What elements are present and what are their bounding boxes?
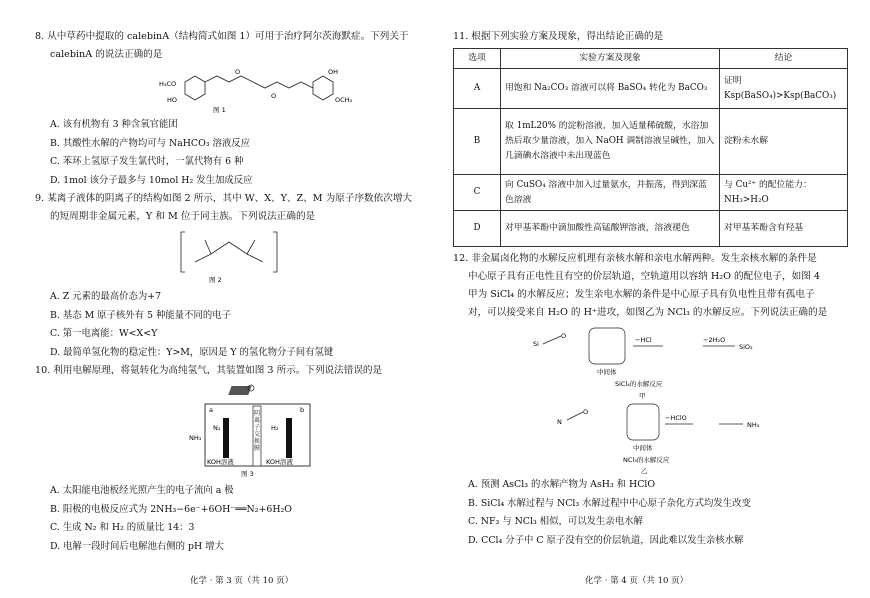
q10-stem: 10. 利用电解原理，将氨转化为高纯氢气，其装置如图 3 所示。下列说法错误的是 <box>35 365 383 376</box>
row-conclusion: 证明 Ksp(BaSO₄)>Ksp(BaCO₃) <box>720 69 848 109</box>
q10-option-d: D. 电解一段时间后电解池右侧的 pH 增大 <box>50 540 224 552</box>
figure-2-caption: 图 2 <box>209 276 222 284</box>
row-conclusion: 对甲基苯酚含有羟基 <box>720 211 848 247</box>
label-koh-left: KOH溶液 <box>207 458 234 466</box>
q10-option-a: A. 太阳能电池板经光照产生的电子流向 a 极 <box>50 485 234 496</box>
figure-2 <box>35 228 425 286</box>
table-row <box>454 109 848 175</box>
q12-line1: 12. 非金属卤化物的水解反应机理有亲核水解和亲电水解两种。发生亲核水解的条件是 <box>453 253 817 264</box>
mol-label-o2: O <box>271 92 277 100</box>
q8-option-a: A. 该有机物有 3 种含氧官能团 <box>50 119 178 130</box>
q12-option-a: A. 预测 AsCl₃ 的水解产物为 AsH₃ 和 HClO <box>468 479 656 490</box>
q12-line4: 对，可以接受来自 H₂O 的 H⁺进攻，如图乙为 NCl₃ 的水解反应。下列说法正确的是 <box>468 307 828 318</box>
row-key: D <box>454 211 501 247</box>
membrane-label: 阴离子交换膜 <box>254 410 261 452</box>
figure-3-caption: 图 3 <box>241 470 254 478</box>
q12-option-d: D. CCl₄ 分子中 C 原子没有空的价层轨道，因此难以发生亲核水解 <box>468 534 744 546</box>
o-atom: O <box>561 332 567 340</box>
row-conclusion: 淀粉未水解 <box>720 109 848 175</box>
left-page <box>35 28 425 556</box>
q8-stem-line1: 8. 从中草药中提取的 calebinA（结构简式如图 1）可用于治疗阿尔茨海默症。下列关于 <box>35 31 409 42</box>
caption-sicl4: SiCl₄的水解反应 <box>615 380 663 388</box>
calebinA-structure <box>35 66 425 114</box>
q9-option-d: D. 最简单氢化物的稳定性：Y>M，原因是 Y 的氢化物分子间有氢键 <box>50 346 334 358</box>
right-page <box>453 28 848 550</box>
q12-line3: 甲为 SiCl₄ 的水解反应；发生亲电水解的条件是中心原子具有负电性且带有孤电子 <box>468 289 815 300</box>
q8-option-d: D. 1mol 该分子最多与 10mol H₂ 发生加成反应 <box>50 174 253 186</box>
q9-option-b: B. 基态 M 原子核外有 5 种能量不同的电子 <box>50 309 231 321</box>
mol-label-oh: OH <box>328 68 339 76</box>
q12-option-b: B. SiCl₄ 水解过程与 NCl₃ 水解过程中中心原子杂化方式均发生改变 <box>468 497 751 509</box>
label-b: b <box>300 406 305 414</box>
n-atom: N <box>557 418 562 426</box>
intermediate-label-b: 中间体 <box>633 444 653 452</box>
q12-line2: 中心原子具有正电性且有空的价层轨道，空轨道用以容纳 H₂O 的配位电子，如图 4 <box>468 271 820 282</box>
figure-3 <box>35 382 425 480</box>
q8-stem-line2: calebinA 的说法正确的是 <box>50 49 163 60</box>
label-jia: 甲 <box>639 392 646 400</box>
row-key: B <box>454 109 501 175</box>
label-a: a <box>209 406 213 414</box>
mol-label-ho: HO <box>167 96 178 104</box>
table-header-option: 选项 <box>454 49 501 69</box>
q8-option-c: C. 苯环上氢原子发生氯代时，一氯代物有 6 种 <box>50 156 244 167</box>
q9-stem-line1: 9. 某离子液体的阴离子的结构如图 2 所示，其中 W、X、Y、Z、M 为原子序数依次增大 <box>35 193 413 204</box>
intermediate-label-a: 中间体 <box>597 368 617 376</box>
electrolysis-apparatus <box>35 382 425 480</box>
row-plan: 向 CuSO₄ 溶液中加入过量氨水，并振荡，得到深蓝色溶液 <box>501 175 720 211</box>
label-yi: 乙 <box>641 467 648 474</box>
reagent-hcl: −HCl <box>635 336 652 344</box>
q9-option-a: A. Z 元素的最高价态为+7 <box>50 291 162 302</box>
q9-stem-line2: 的短周期非金属元素，Y 和 M 位于同主族。下列说法正确的是 <box>50 211 316 222</box>
label-h2: H₂ <box>271 424 279 432</box>
row-plan: 用饱和 Na₂CO₃ 溶液可以将 BaSO₄ 转化为 BaCO₃ <box>501 69 720 109</box>
label-nh3: NH₃ <box>189 434 202 442</box>
table-header-conclusion: 结论 <box>720 49 848 69</box>
si-atom: Si <box>533 340 539 348</box>
mol-label-och3: OCH₃ <box>335 96 353 104</box>
table-row <box>454 69 848 109</box>
figure-4 <box>453 324 848 474</box>
label-koh-right: KOH溶液 <box>266 458 293 466</box>
footer-page-4: 化学 · 第 4 页（共 10 页） <box>585 576 689 586</box>
table-header-plan: 实验方案及现象 <box>501 49 720 69</box>
row-conclusion: 与 Cu²⁺ 的配位能力：NH₃>H₂O <box>720 175 848 211</box>
q10-option-b: B. 阳极的电极反应式为 2NH₃−6e⁻+6OH⁻══N₂+6H₂O <box>50 503 292 515</box>
q9-option-c: C. 第一电离能：W<X<Y <box>50 328 158 339</box>
product-sio2: SiO₂ <box>739 343 753 351</box>
figure-1 <box>35 66 425 114</box>
table-row <box>454 175 848 211</box>
hydrolysis-mechanism <box>453 324 848 474</box>
q11-stem: 11. 根据下列实验方案及现象，得出结论正确的是 <box>453 31 664 42</box>
label-n2: N₂ <box>213 424 221 432</box>
reagent-2h2o: −2H₂O <box>703 336 726 344</box>
q8-option-b: B. 其酸性水解的产物均可与 NaHCO₃ 溶液反应 <box>50 137 251 149</box>
q11-table <box>453 48 848 247</box>
row-key: A <box>454 69 501 109</box>
caption-ncl3: NCl₃的水解反应 <box>623 456 670 464</box>
anion-structure <box>35 228 425 286</box>
mol-label-h3co: H₃CO <box>159 80 177 88</box>
table-row <box>454 211 848 247</box>
reagent-hclo: −HClO <box>665 414 687 422</box>
o-atom-b: O <box>583 408 589 416</box>
q10-option-c: C. 生成 N₂ 和 H₂ 的质量比 14：3 <box>50 522 195 533</box>
row-key: C <box>454 175 501 211</box>
figure-1-caption: 图 1 <box>213 106 226 114</box>
product-nh3: NH₃ <box>747 421 760 429</box>
footer-page-3: 化学 · 第 3 页（共 10 页） <box>190 576 294 586</box>
row-plan: 对甲基苯酚中滴加酸性高锰酸钾溶液，溶液褪色 <box>501 211 720 247</box>
table-header-row <box>454 49 848 69</box>
q12-option-c: C. NF₃ 与 NCl₃ 相似，可以发生亲电水解 <box>468 516 643 527</box>
row-plan: 取 1mL20% 的淀粉溶液，加入适量稀硫酸，水浴加热后取少量溶液，加入 NaOH 调制溶液呈碱性，加入几滴碘水溶液中未出现蓝色 <box>501 109 720 175</box>
mol-label-o1: O <box>235 68 241 76</box>
